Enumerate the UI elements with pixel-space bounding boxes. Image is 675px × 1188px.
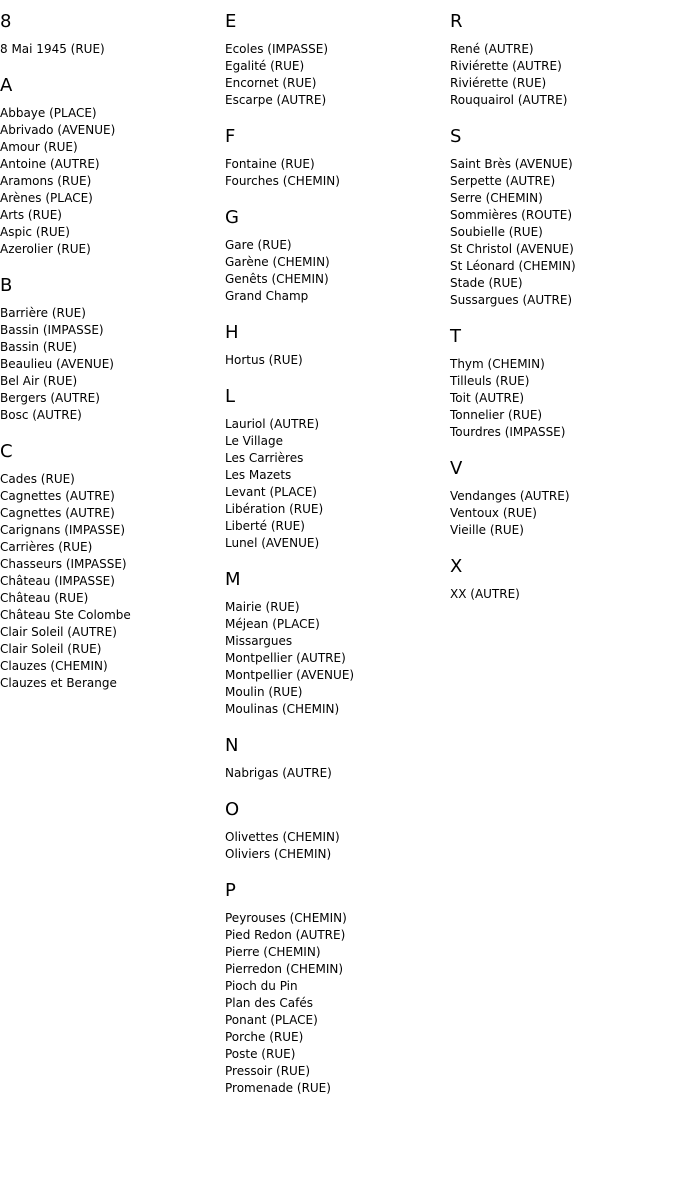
street-item: Hortus (RUE) bbox=[225, 353, 303, 367]
street-item: Abbaye (PLACE) bbox=[0, 106, 97, 120]
section-letter-heading: R bbox=[450, 11, 463, 32]
street-list bbox=[0, 471, 225, 692]
street-item: Libération (RUE) bbox=[225, 502, 324, 516]
street-item: Château (RUE) bbox=[0, 591, 89, 605]
street-list bbox=[450, 41, 675, 109]
section-letter-heading: A bbox=[0, 75, 13, 96]
street-item: Château Ste Colombe bbox=[0, 608, 131, 622]
street-item: Aramons (RUE) bbox=[0, 174, 92, 188]
street-item: Escarpe (AUTRE) bbox=[225, 93, 327, 107]
letter-section bbox=[225, 880, 450, 1097]
street-item: Stade (RUE) bbox=[450, 276, 523, 290]
street-item: Pied Redon (AUTRE) bbox=[225, 928, 346, 942]
street-item: Peyrouses (CHEMIN) bbox=[225, 911, 347, 925]
street-item: Nabrigas (AUTRE) bbox=[225, 766, 332, 780]
street-item: XX (AUTRE) bbox=[450, 587, 520, 601]
section-letter-heading: N bbox=[225, 735, 239, 756]
street-item: Azerolier (RUE) bbox=[0, 242, 91, 256]
street-item: Montpellier (AUTRE) bbox=[225, 651, 346, 665]
street-item: Les Carrières bbox=[225, 451, 304, 465]
street-item: Pierredon (CHEMIN) bbox=[225, 962, 344, 976]
section-letter-heading: H bbox=[225, 322, 239, 343]
street-item: Levant (PLACE) bbox=[225, 485, 317, 499]
letter-section bbox=[225, 799, 450, 863]
letter-section bbox=[450, 126, 675, 309]
street-item: Gare (RUE) bbox=[225, 238, 292, 252]
street-item: Carrières (RUE) bbox=[0, 540, 93, 554]
street-list bbox=[0, 305, 225, 424]
street-item: Clair Soleil (RUE) bbox=[0, 642, 102, 656]
street-item: Bel Air (RUE) bbox=[0, 374, 78, 388]
letter-section bbox=[225, 126, 450, 190]
section-letter-heading: F bbox=[225, 126, 236, 147]
street-list bbox=[225, 599, 450, 718]
street-item: Riviérette (RUE) bbox=[450, 76, 547, 90]
letter-section bbox=[450, 556, 675, 603]
street-item: Mairie (RUE) bbox=[225, 600, 300, 614]
street-item: Amour (RUE) bbox=[0, 140, 78, 154]
street-item: Clauzes (CHEMIN) bbox=[0, 659, 108, 673]
street-item: Missargues bbox=[225, 634, 293, 648]
street-item: Fourches (CHEMIN) bbox=[225, 174, 340, 188]
street-item: Egalité (RUE) bbox=[225, 59, 305, 73]
street-item: Lauriol (AUTRE) bbox=[225, 417, 320, 431]
street-item: Sussargues (AUTRE) bbox=[450, 293, 573, 307]
street-item: Fontaine (RUE) bbox=[225, 157, 315, 171]
section-letter-heading: P bbox=[225, 880, 236, 901]
street-item: Bassin (RUE) bbox=[0, 340, 77, 354]
street-list bbox=[225, 352, 450, 369]
letter-section bbox=[0, 275, 225, 424]
street-item: Poste (RUE) bbox=[225, 1047, 296, 1061]
street-item: Cagnettes (AUTRE) bbox=[0, 489, 115, 503]
street-item: Le Village bbox=[225, 434, 283, 448]
street-item: Oliviers (CHEMIN) bbox=[225, 847, 332, 861]
street-list bbox=[450, 156, 675, 309]
street-item: Porche (RUE) bbox=[225, 1030, 304, 1044]
street-item: Pioch du Pin bbox=[225, 979, 298, 993]
street-item: Clair Soleil (AUTRE) bbox=[0, 625, 117, 639]
street-item: Saint Brès (AVENUE) bbox=[450, 157, 573, 171]
section-letter-heading: O bbox=[225, 799, 240, 820]
section-letter-heading: T bbox=[450, 326, 461, 347]
street-item: St Christol (AVENUE) bbox=[450, 242, 574, 256]
letter-section bbox=[225, 207, 450, 305]
street-item: Bergers (AUTRE) bbox=[0, 391, 100, 405]
street-list bbox=[225, 156, 450, 190]
street-item: Ponant (PLACE) bbox=[225, 1013, 318, 1027]
street-item: Toit (AUTRE) bbox=[450, 391, 525, 405]
street-item: Grand Champ bbox=[225, 289, 309, 303]
street-item: Chasseurs (IMPASSE) bbox=[0, 557, 127, 571]
street-item: Abrivado (AVENUE) bbox=[0, 123, 116, 137]
street-list bbox=[225, 41, 450, 109]
street-item: Tourdres (IMPASSE) bbox=[450, 425, 566, 439]
section-letter-heading: B bbox=[0, 275, 13, 296]
street-item: Beaulieu (AVENUE) bbox=[0, 357, 114, 371]
letter-section bbox=[225, 386, 450, 552]
street-item: Serpette (AUTRE) bbox=[450, 174, 556, 188]
letter-section bbox=[450, 458, 675, 539]
street-item: Moulinas (CHEMIN) bbox=[225, 702, 340, 716]
street-item: Château (IMPASSE) bbox=[0, 574, 115, 588]
street-list bbox=[0, 41, 225, 58]
street-item: Bosc (AUTRE) bbox=[0, 408, 82, 422]
street-item: Encornet (RUE) bbox=[225, 76, 317, 90]
street-item: Vieille (RUE) bbox=[450, 523, 524, 537]
street-item: Vendanges (AUTRE) bbox=[450, 489, 570, 503]
letter-section bbox=[225, 11, 450, 109]
street-item: Barrière (RUE) bbox=[0, 306, 86, 320]
street-item: Cagnettes (AUTRE) bbox=[0, 506, 115, 520]
street-item: St Léonard (CHEMIN) bbox=[450, 259, 576, 273]
letter-section bbox=[0, 441, 225, 692]
street-item: Ecoles (IMPASSE) bbox=[225, 42, 329, 56]
street-item: Moulin (RUE) bbox=[225, 685, 303, 699]
letter-section bbox=[225, 735, 450, 782]
street-item: Arènes (PLACE) bbox=[0, 191, 93, 205]
street-item: Thym (CHEMIN) bbox=[450, 357, 545, 371]
street-item: Rouquairol (AUTRE) bbox=[450, 93, 568, 107]
street-item: Antoine (AUTRE) bbox=[0, 157, 100, 171]
street-item: Arts (RUE) bbox=[0, 208, 62, 222]
street-item: Promenade (RUE) bbox=[225, 1081, 331, 1095]
letter-section bbox=[225, 569, 450, 718]
street-item: Lunel (AVENUE) bbox=[225, 536, 320, 550]
street-item: René (AUTRE) bbox=[450, 42, 534, 56]
section-letter-heading: E bbox=[225, 11, 237, 32]
street-list bbox=[225, 910, 450, 1097]
letter-section bbox=[0, 75, 225, 258]
letter-section bbox=[225, 322, 450, 369]
section-letter-heading: V bbox=[450, 458, 463, 479]
street-list bbox=[225, 829, 450, 863]
street-item: Aspic (RUE) bbox=[0, 225, 70, 239]
street-item: Sommières (ROUTE) bbox=[450, 208, 573, 222]
street-item: 8 Mai 1945 (RUE) bbox=[0, 42, 105, 56]
street-item: Pressoir (RUE) bbox=[225, 1064, 311, 1078]
street-list bbox=[450, 356, 675, 441]
street-list bbox=[225, 416, 450, 552]
street-item: Méjean (PLACE) bbox=[225, 617, 320, 631]
street-list bbox=[0, 105, 225, 258]
street-item: Bassin (IMPASSE) bbox=[0, 323, 104, 337]
section-letter-heading: 8 bbox=[0, 11, 12, 32]
letter-section bbox=[450, 11, 675, 109]
street-item: Pierre (CHEMIN) bbox=[225, 945, 321, 959]
street-item: Genêts (CHEMIN) bbox=[225, 272, 329, 286]
street-item: Cades (RUE) bbox=[0, 472, 75, 486]
street-item: Serre (CHEMIN) bbox=[450, 191, 543, 205]
index-column bbox=[0, 11, 225, 1114]
index-column bbox=[225, 11, 450, 1114]
section-letter-heading: S bbox=[450, 126, 462, 147]
section-letter-heading: X bbox=[450, 556, 463, 577]
street-list bbox=[225, 237, 450, 305]
street-item: Clauzes et Berange bbox=[0, 676, 117, 690]
section-letter-heading: C bbox=[0, 441, 13, 462]
index-column bbox=[450, 11, 675, 1114]
street-list bbox=[450, 586, 675, 603]
street-item: Tilleuls (RUE) bbox=[450, 374, 530, 388]
street-item: Garène (CHEMIN) bbox=[225, 255, 330, 269]
street-item: Carignans (IMPASSE) bbox=[0, 523, 125, 537]
street-item: Olivettes (CHEMIN) bbox=[225, 830, 340, 844]
street-item: Soubielle (RUE) bbox=[450, 225, 543, 239]
street-item: Riviérette (AUTRE) bbox=[450, 59, 562, 73]
street-item: Montpellier (AVENUE) bbox=[225, 668, 355, 682]
street-item: Ventoux (RUE) bbox=[450, 506, 537, 520]
letter-section bbox=[0, 11, 225, 58]
street-item: Tonnelier (RUE) bbox=[450, 408, 543, 422]
section-letter-heading: G bbox=[225, 207, 239, 228]
street-item: Liberté (RUE) bbox=[225, 519, 305, 533]
section-letter-heading: M bbox=[225, 569, 241, 590]
street-list bbox=[450, 488, 675, 539]
letter-section bbox=[450, 326, 675, 441]
section-letter-heading: L bbox=[225, 386, 236, 407]
street-list bbox=[225, 765, 450, 782]
street-item: Les Mazets bbox=[225, 468, 292, 482]
street-item: Plan des Cafés bbox=[225, 996, 314, 1010]
